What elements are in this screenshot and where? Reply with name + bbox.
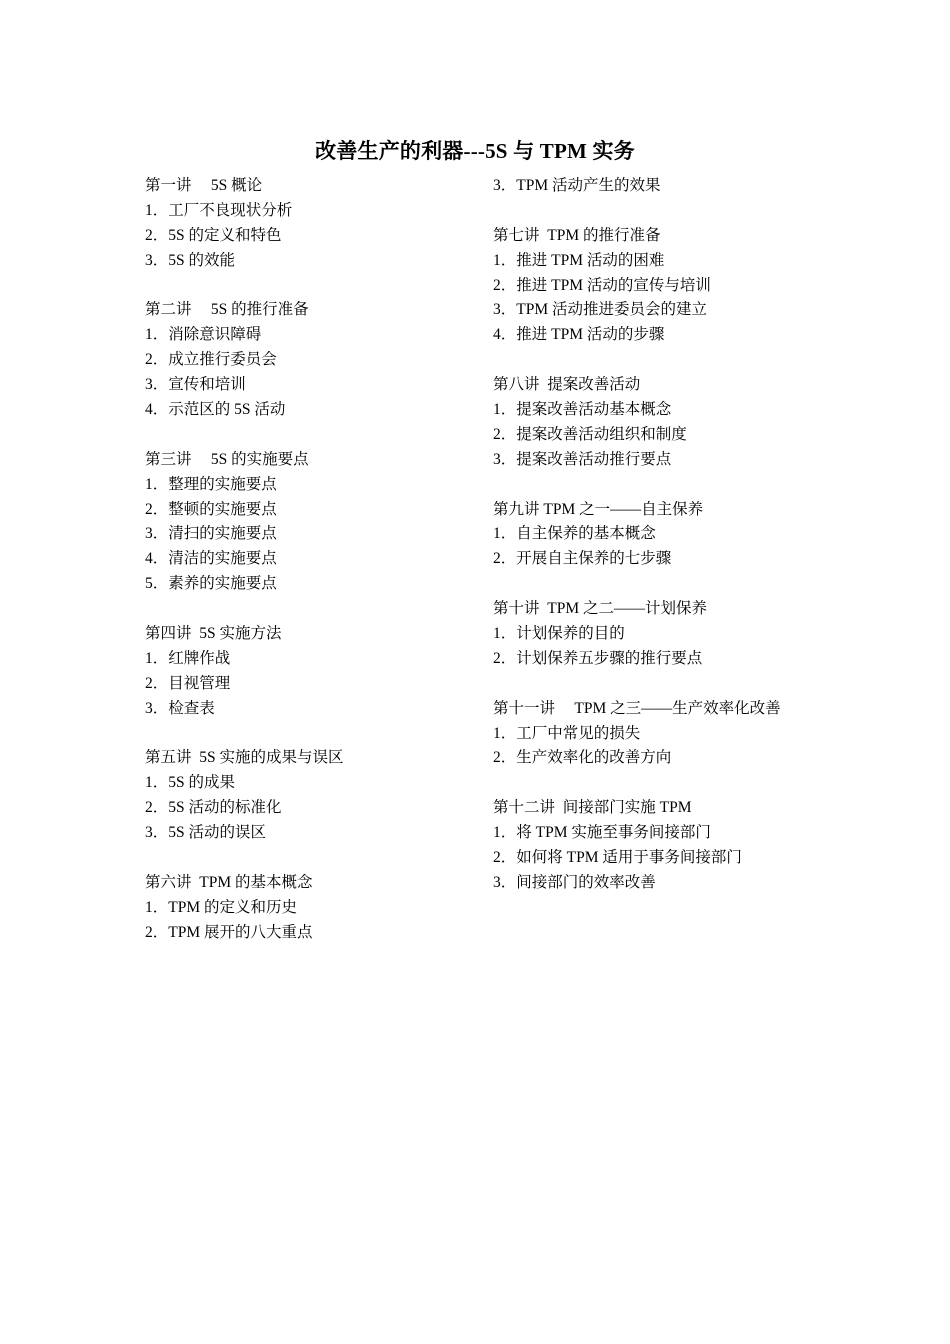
lecture-heading: 第一讲 5S 概论 (145, 177, 263, 194)
lecture-item: 1．推进 TPM 活动的困难 (493, 251, 665, 269)
lecture-item: 2．5S 活动的标准化 (145, 799, 282, 817)
section-spacer (145, 423, 465, 448)
lecture-item: 4．清洁的实施要点 (145, 550, 277, 568)
lecture-item: 1．工厂中常见的损失 (493, 724, 641, 742)
lecture-item: 3．检查表 (145, 699, 215, 717)
right-column (493, 174, 833, 896)
lecture-item: 4．示范区的 5S 活动 (145, 401, 286, 419)
lecture-item: 1．将 TPM 实施至事务间接部门 (493, 824, 711, 842)
section-spacer (493, 348, 833, 373)
lecture-item: 3．宣传和培训 (145, 376, 246, 394)
section-spacer (145, 846, 465, 871)
section-spacer (145, 597, 465, 622)
lecture-item: 2．成立推行委员会 (145, 351, 277, 369)
lecture-item: 1．5S 的成果 (145, 774, 235, 792)
lecture-item: 2．如何将 TPM 适用于事务间接部门 (493, 849, 742, 867)
lecture-heading: 第二讲 5S 的推行准备 (145, 301, 309, 319)
lecture-heading: 第三讲 5S 的实施要点 (145, 450, 309, 468)
page-title: 改善生产的利器---5S 与 TPM 实务 (315, 139, 635, 163)
lecture-item: 1．计划保养的目的 (493, 625, 625, 643)
section-spacer (493, 672, 833, 697)
lecture-heading: 第九讲 TPM 之一——自主保养 (493, 500, 704, 518)
section-spacer (493, 473, 833, 498)
lecture-heading: 第七讲 TPM 的推行准备 (493, 226, 661, 244)
lecture-heading: 第十讲 TPM 之二——计划保养 (493, 600, 707, 618)
lecture-item: 1．消除意识障碍 (145, 326, 262, 344)
lecture-item: 2．开展自主保养的七步骤 (493, 550, 672, 568)
lecture-item: 3．TPM 活动推进委员会的建立 (493, 301, 707, 319)
lecture-item: 2．整顿的实施要点 (145, 500, 277, 518)
lecture-item: 3．5S 的效能 (145, 251, 235, 269)
section-spacer (493, 572, 833, 597)
lecture-item: 1．自主保养的基本概念 (493, 525, 656, 543)
lecture-item: 3．间接部门的效率改善 (493, 873, 656, 891)
section-spacer (493, 199, 833, 224)
lecture-item: 2．计划保养五步骤的推行要点 (493, 649, 703, 667)
section-spacer (145, 274, 465, 299)
lecture-item: 2．目视管理 (145, 674, 231, 692)
lecture-item: 1．TPM 的定义和历史 (145, 898, 297, 916)
lecture-item: 3．清扫的实施要点 (145, 525, 277, 543)
lecture-heading: 第六讲 TPM 的基本概念 (145, 873, 313, 891)
left-column (145, 174, 465, 946)
lecture-heading: 第四讲 5S 实施方法 (145, 625, 282, 643)
section-spacer (493, 771, 833, 796)
lecture-item: 2．推进 TPM 活动的宣传与培训 (493, 276, 711, 294)
lecture-item: 2．TPM 展开的八大重点 (145, 923, 313, 941)
section-spacer (145, 722, 465, 747)
lecture-item: 1．整理的实施要点 (145, 475, 277, 493)
lecture-item: 4．推进 TPM 活动的步骤 (493, 326, 665, 344)
lecture-item: 3．5S 活动的误区 (145, 824, 266, 842)
lecture-item: 1．红牌作战 (145, 649, 231, 667)
lecture-item: 5．素养的实施要点 (145, 575, 277, 593)
lecture-heading: 第八讲 提案改善活动 (493, 376, 641, 394)
lecture-heading: 第五讲 5S 实施的成果与误区 (145, 749, 344, 767)
lecture-item: 2．提案改善活动组织和制度 (493, 425, 687, 443)
lecture-item: 2．5S 的定义和特色 (145, 226, 282, 244)
lecture-item: 3．TPM 活动产生的效果 (493, 177, 661, 194)
lecture-item: 3．提案改善活动推行要点 (493, 450, 672, 468)
lecture-item: 1．工厂不良现状分析 (145, 201, 293, 219)
lecture-item: 1．提案改善活动基本概念 (493, 401, 672, 419)
lecture-item: 2．生产效率化的改善方向 (493, 749, 672, 767)
lecture-heading: 第十一讲 TPM 之三——生产效率化改善 (493, 699, 781, 717)
lecture-heading: 第十二讲 间接部门实施 TPM (493, 799, 692, 817)
